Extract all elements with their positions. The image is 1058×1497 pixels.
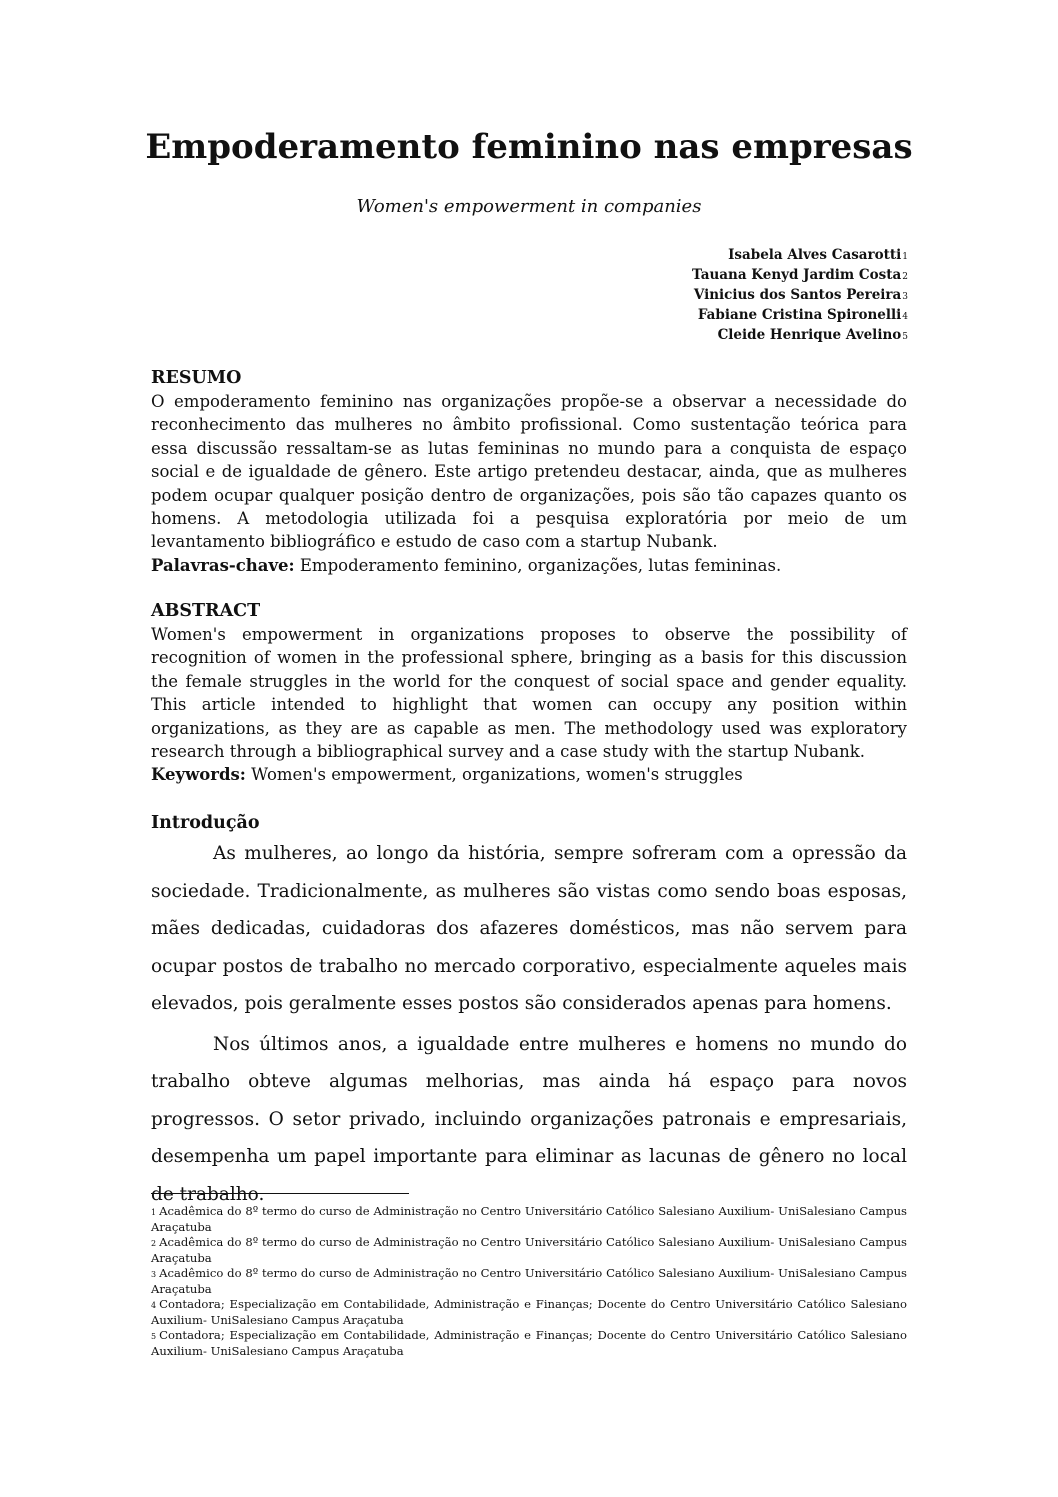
resumo-heading: RESUMO: [151, 368, 242, 388]
footnote-mark: 3: [902, 292, 908, 302]
footnote: [151, 1297, 907, 1328]
footnote: [151, 1266, 907, 1297]
footnote-text: Contadora; Especialização em Contabilidade, Administração e Finanças; Docente do Centro Universitário Católico Salesiano Auxilium- UniSalesiano Campus Araçatuba: [151, 1328, 907, 1358]
resumo-keywords: [151, 554, 907, 577]
footnote-mark: 5: [902, 332, 908, 342]
paper-title: Empoderamento feminino nas empresas: [145, 127, 913, 167]
author-name: Fabiane Cristina Spironelli: [697, 307, 902, 323]
footnote: [151, 1328, 907, 1359]
footnote-mark: 4: [902, 312, 908, 322]
footnote-text: Acadêmica do 8º termo do curso de Administração no Centro Universitário Católico Salesiano Auxilium- UniSalesiano Campus Araçatuba: [151, 1235, 907, 1265]
footnote: [151, 1235, 907, 1266]
resumo-section: [151, 367, 907, 577]
introducao-paragraph: As mulheres, ao longo da história, sempre sofreram com a opressão da sociedade. Tradicionalmente, as mulheres são vistas como sendo boas esposas, mães dedicadas, cuidadoras dos afazeres domésticos, mas não servem para ocupar postos de trabalho no mercado corporativo, especialmente aqueles mais elevados, pois geralmente esses postos são considerados apenas para homens.: [151, 843, 907, 1014]
author-name: Vinicius dos Santos Pereira: [693, 287, 902, 303]
footnote-mark: 3: [151, 1270, 157, 1279]
abstract-section: [151, 600, 907, 787]
footnotes: [151, 1204, 907, 1359]
author: [692, 325, 908, 345]
footnote-separator: [151, 1193, 409, 1194]
keywords-text: Women's empowerment, organizations, women's struggles: [251, 765, 743, 785]
keywords-label: Palavras-chave:: [151, 555, 295, 575]
footnote-mark: 2: [902, 272, 908, 282]
author-name: Isabela Alves Casarotti: [728, 247, 902, 263]
footnote-text: Acadêmica do 8º termo do curso de Administração no Centro Universitário Católico Salesiano Auxilium- UniSalesiano Campus Araçatuba: [151, 1204, 907, 1234]
author-list: [692, 245, 908, 345]
footnote-text: Contadora; Especialização em Contabilidade, Administração e Finanças; Docente do Centro Universitário Católico Salesiano Auxilium- UniSalesiano Campus Araçatuba: [151, 1297, 907, 1327]
author: [692, 285, 908, 305]
introducao-paragraph: Nos últimos anos, a igualdade entre mulheres e homens no mundo do trabalho obteve algumas melhorias, mas ainda há espaço para novos progressos. O setor privado, incluindo organizações patronais e empresariais, desempenha um papel importante para eliminar as lacunas de gênero no local de trabalho.: [151, 1033, 907, 1205]
abstract-text: Women's empowerment in organizations proposes to observe the possibility of recognition of women in the professional sphere, bringing as a basis for this discussion the female struggles in the world for the conquest of social space and gender equality. This article intended to highlight that women can occupy any position within organizations, as they are as capable as men. The methodology used was exploratory research through a bibliographical survey and a case study with the startup Nubank.: [151, 625, 907, 762]
resumo-text: O empoderamento feminino nas organizações propõe-se a observar a necessidade do reconhecimento das mulheres no âmbito profissional. Como sustentação teórica para essa discussão ressaltam-se as lutas femininas no mundo para a conquista de espaço social e de igualdade de gênero. Este artigo pretendeu destacar, ainda, que as mulheres podem ocupar qualquer posição dentro de organizações, pois são tão capazes quanto os homens. A metodologia utilizada foi a pesquisa exploratória por meio de um levantamento bibliográfico e estudo de caso com a startup Nubank.: [151, 392, 907, 552]
footnote-mark: 2: [151, 1239, 157, 1248]
footnote-mark: 4: [151, 1301, 157, 1310]
abstract-keywords: [151, 763, 907, 786]
keywords-text: Empoderamento feminino, organizações, lutas femininas.: [299, 555, 782, 575]
footnote: [151, 1204, 907, 1235]
footnote-mark: 5: [151, 1332, 157, 1341]
author-name: Cleide Henrique Avelino: [717, 327, 902, 343]
introducao-section: [151, 812, 907, 1216]
paper-subtitle: Women's empowerment in companies: [356, 196, 702, 217]
introducao-heading: Introdução: [151, 813, 260, 833]
footnote-mark: 1: [902, 252, 908, 262]
author-name: Tauana Kenyd Jardim Costa: [691, 267, 902, 283]
keywords-label: Keywords:: [151, 765, 246, 785]
abstract-heading: ABSTRACT: [151, 601, 261, 621]
footnote-text: Acadêmico do 8º termo do curso de Administração no Centro Universitário Católico Salesiano Auxilium- UniSalesiano Campus Araçatuba: [151, 1266, 907, 1296]
author: [692, 305, 908, 325]
author: [692, 245, 908, 265]
author: [692, 265, 908, 285]
footnote-mark: 1: [151, 1208, 157, 1217]
